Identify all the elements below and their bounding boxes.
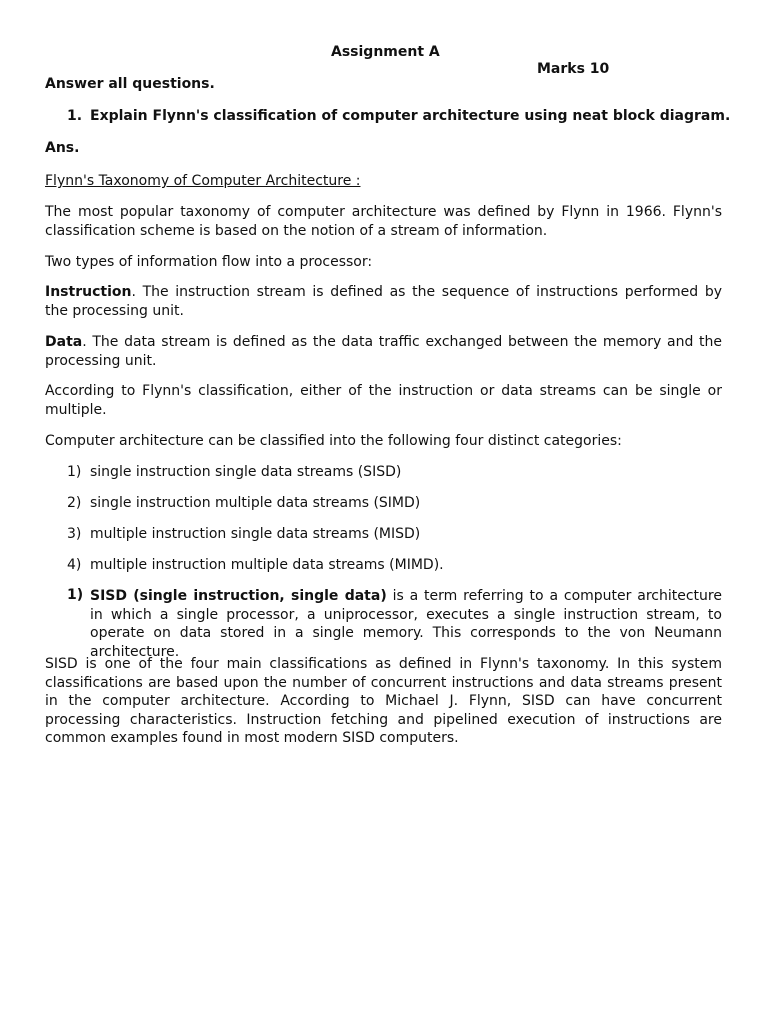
intro-paragraph: The most popular taxonomy of computer architecture was defined by Flynn in 1966. Flynn's classification scheme is based on the notion of a stream of information. — [45, 204, 722, 239]
list-item — [67, 556, 444, 574]
sisd-text: is a term referring to a computer architecture in which a single processor, a uniprocessor, executes a single instruction stream, to operate on data stored in a single memory. This corresponds to the von Neumann architecture. — [90, 588, 722, 660]
list-item-text: single instruction multiple data streams (SIMD) — [90, 495, 421, 511]
list-item — [67, 463, 401, 481]
list-item-text: multiple instruction multiple data streams (MIMD). — [90, 557, 444, 573]
categories-intro: Computer architecture can be classified into the following four distinct categories: — [45, 433, 622, 449]
two-types-paragraph: Two types of information flow into a processor: — [45, 254, 373, 270]
question-text: Explain Flynn's classification of computer architecture using neat block diagram. — [90, 108, 731, 124]
sisd-definition — [67, 587, 722, 661]
instruction-text: Answer all questions. — [45, 76, 215, 92]
list-item — [67, 525, 420, 543]
answer-label: Ans. — [45, 140, 80, 156]
list-item — [67, 494, 420, 512]
list-item-number: 1) — [67, 464, 82, 480]
instruction-paragraph — [45, 283, 722, 320]
data-definition: . The data stream is defined as the data traffic exchanged between the memory and the processing unit. — [45, 334, 722, 369]
instruction-term: Instruction — [45, 284, 132, 300]
list-item-number: 2) — [67, 495, 82, 511]
sisd-term: SISD (single instruction, single data) — [90, 588, 387, 604]
question-number: 1. — [67, 108, 83, 124]
list-item-text: single instruction single data streams (SISD) — [90, 464, 402, 480]
data-paragraph — [45, 333, 722, 370]
assignment-title: Assignment A — [331, 44, 440, 60]
section-heading: Flynn's Taxonomy of Computer Architecture : — [45, 173, 361, 189]
marks-label: Marks 10 — [537, 61, 610, 77]
data-term: Data — [45, 334, 83, 350]
according-paragraph: According to Flynn's classification, either of the instruction or data streams can be single or multiple. — [45, 383, 722, 418]
list-item-text: multiple instruction single data streams (MISD) — [90, 526, 421, 542]
question-1 — [67, 107, 730, 125]
sisd-paragraph: SISD is one of the four main classifications as defined in Flynn's taxonomy. In this system classifications are based upon the number of concurrent instructions and data streams present in the computer architecture. According to Michael J. Flynn, SISD can have concurrent processing characteristics. Instruction fetching and pipelined execution of instructions are common examples found in most modern SISD computers. — [45, 656, 722, 746]
list-item-number: 3) — [67, 526, 82, 542]
sisd-body — [90, 587, 722, 661]
list-item-number: 4) — [67, 557, 82, 573]
sisd-number: 1) — [67, 587, 84, 603]
instruction-definition: . The instruction stream is defined as the sequence of instructions performed by the processing unit. — [45, 284, 722, 319]
